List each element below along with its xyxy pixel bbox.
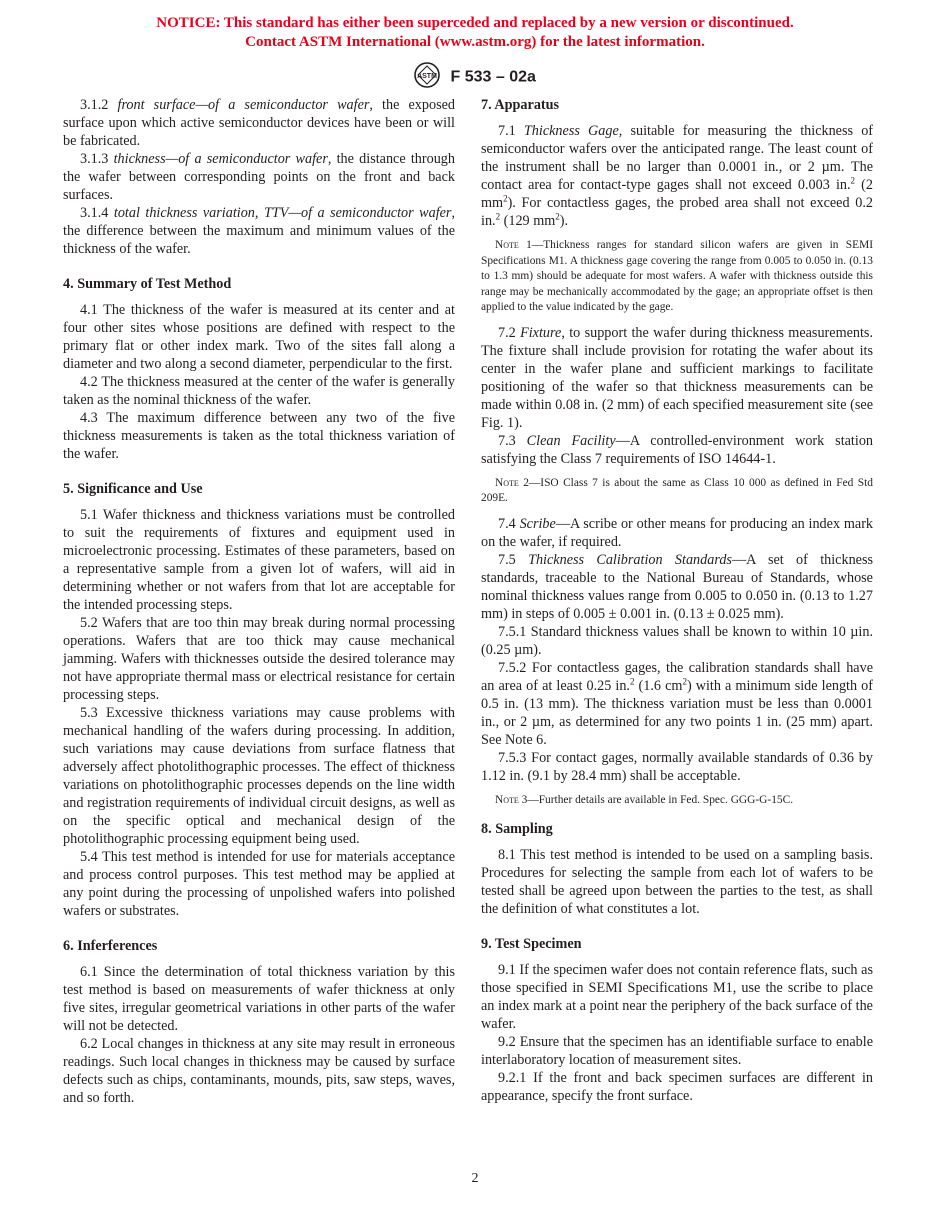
astm-logo-icon xyxy=(414,62,440,93)
paragraph-7-5-1: 7.5.1 Standard thickness values shall be known to within 10 µin. (0.25 µm). xyxy=(481,623,873,658)
section-heading-6: 6. Inferferences xyxy=(63,938,158,954)
paragraph-9-2: 9.2 Ensure that the specimen has an identifiable surface to enable interlaboratory location of measurement sites. xyxy=(481,1034,873,1068)
paragraph-7-4: 7.4 Scribe—A scribe or other means for producing an index mark on the wafer, if required. xyxy=(481,515,874,550)
paragraph-9-2-1: 9.2.1 If the front and back specimen surfaces are different in appearance, specify the front surface. xyxy=(481,1070,873,1104)
paragraph-4-1: 4.1 The thickness of the wafer is measured at its center and at four other sites whose positions are defined with respect to the primary flat or other index mark. Two of the sites fall along a diameter and two along a second diameter, perpendicular to the first. xyxy=(63,302,455,372)
note-2: Note 2—ISO Class 7 is about the same as Class 10 000 as defined in Fed Std 209E. xyxy=(481,476,873,504)
paragraph-5-3: 5.3 Excessive thickness variations may cause problems with mechanical handling of the wafers during processing. In addition, such variations may cause deviations from surface flatness that adversely affect photolithographic processes. The effect of thickness variations on photolithographic processes depends on the line width and registration requirements of individual circuit designs, as well as on the specific optical and mechanical design of the photolithographic processing equipment being used. xyxy=(63,705,455,847)
paragraph-5-2: 5.2 Wafers that are too thin may break during normal processing operations. Wafers that are too thick may cause mechanical jamming. Wafers with thicknesses outside the desired tolerance may not have appropriate thermal mass or electrical resistance for certain processing steps. xyxy=(63,615,455,703)
section-heading-8: 8. Sampling xyxy=(481,821,553,837)
svg-text:ASTM: ASTM xyxy=(417,73,437,80)
paragraph-7-1: 7.1 Thickness Gage, suitable for measuring the thickness of semiconductor wafers over the anticipated range. The least count of the instrument shall be no larger than 0.0001 in., or 2 µm. The contact area for contact-type gages shall not exceed 0.003 in.$^2$ (2 $mm^2$). For contactless gages, the probed area shall not exceed 0.2 in.$^2$ (129 $mm^2$). xyxy=(481,123,874,229)
note-3: Note 3—Further details are available in Fed. Spec. GGG-G-15C. xyxy=(495,793,794,806)
section-heading-9: 9. Test Specimen xyxy=(481,936,582,952)
paragraph-5-1: 5.1 Wafer thickness and thickness variations must be controlled to suit the requirements of fixtures and equipment used in microelectronic processing. Estimates of these parameters, based on a representative sample from a given lot of wafers, will aid in determining whether or not wafers from that lot are acceptable for the intended processing steps. xyxy=(63,507,455,613)
notice-line-1: NOTICE: This standard has either been superceded and replaced by a new version or discontinued. xyxy=(156,15,794,31)
notice-line-2: Contact ASTM International (www.astm.org) for the latest information. xyxy=(245,34,705,50)
left-column xyxy=(63,96,455,1107)
paragraph-7-5: 7.5 Thickness Calibration Standards—A set of thickness standards, traceable to the National Bureau of Standards, whose nominal thickness values range from 0.005 to 0.050 in. (0.13 to 1.27 mm) in steps of 0.005 ± 0.001 in. (0.13 ± 0.025 mm). xyxy=(481,551,873,622)
paragraph-9-1: 9.1 If the specimen wafer does not contain reference flats, such as those specified in SEMI Specifications M1, use the scribe to place an index mark at a point near the periphery of the back surface of the wafer. xyxy=(481,962,873,1032)
paragraph-3-1-4: 3.1.4 total thickness variation, TTV—of a semiconductor wafer, the difference between the maximum and minimum values of the thickness of the wafer. xyxy=(63,205,456,257)
note-1: Note 1—Thickness ranges for standard silicon wafers are given in SEMI Specifications M1. A thickness gage covering the range from 0.005 to 0.050 in. (0.13 to 1.3 mm) should be adequate for most wafers. A wafer with thickness outside this range may be mechanically accommodated by the gage; an appropriate offset is then applied to the value indicated by the gage. xyxy=(481,239,873,313)
page-number: 2 xyxy=(471,1171,479,1186)
paragraph-6-1: 6.1 Since the determination of total thickness variation by this test method is based on measurements of wafer thickness at only five sites, irregular geometrical variations in other parts of the wafer will not be detected. xyxy=(63,964,455,1034)
paragraph-4-2: 4.2 The thickness measured at the center of the wafer is generally taken as the nominal thickness of the wafer. xyxy=(63,374,455,408)
paragraph-3-1-3: 3.1.3 thickness—of a semiconductor wafer, the distance through the wafer between corresponding points on the front and back surfaces. xyxy=(63,151,455,203)
paragraph-3-1-2: 3.1.2 front surface—of a semiconductor wafer, the exposed surface upon which active semiconductor devices have been or will be fabricated. xyxy=(63,97,455,149)
paragraph-6-2: 6.2 Local changes in thickness at any site may result in erroneous readings. Such local changes in thickness may be caused by surface defects such as chips, contaminants, mounds, pits, saw steps, waves, and so forth. xyxy=(63,1036,455,1106)
paragraph-7-5-3: 7.5.3 For contact gages, normally available standards of 0.36 by 1.12 in. (9.1 by 28.4 mm) shall be acceptable. xyxy=(481,749,873,784)
document-header xyxy=(0,62,950,93)
paragraph-8-1: 8.1 This test method is intended to be used on a sampling basis. Procedures for selecting the sample from each lot of wafers to be tested shall be agreed upon between the parties to the test, as shall the definition of what constitutes a lot. xyxy=(481,847,873,917)
standard-designation: F 533 – 02a xyxy=(450,68,536,86)
paragraph-4-3: 4.3 The maximum difference between any two of the five thickness measurements is taken as the total thickness variation of the wafer. xyxy=(63,410,455,462)
section-heading-4: 4. Summary of Test Method xyxy=(63,276,232,292)
paragraph-7-3: 7.3 Clean Facility—A controlled-environment work station satisfying the Class 7 requirements of ISO 14644-1. xyxy=(481,432,874,467)
right-column xyxy=(481,96,873,1105)
paragraph-7-2: 7.2 Fixture, to support the wafer during thickness measurements. The fixture shall include provision for rotating the wafer about its center in the wafer plane and sufficient markings to facilitate positioning of the wafer so that thickness measurements can be made within 0.08 in. (2 mm) of each specified measurement site (see Fig. 1). xyxy=(481,324,874,431)
paragraph-7-5-2: 7.5.2 For contactless gages, the calibration standards shall have an area of at least 0.25 in.$^2$ (1.6 $cm^2$) with a minimum side length of 0.5 in. (13 mm). The thickness variation must be less than 0.0001 in., or 2 µm, as determined for any two points 1 in. (25 mm) apart. See Note 6. xyxy=(481,659,873,748)
section-heading-7: 7. Apparatus xyxy=(481,97,560,113)
paragraph-5-4: 5.4 This test method is intended for use for materials acceptance and process control purposes. This test method may be applied at any point during the processing of unpolished wafers into polished wafers or substrates. xyxy=(63,849,455,919)
section-heading-5: 5. Significance and Use xyxy=(63,481,203,497)
notice-banner xyxy=(0,14,950,52)
